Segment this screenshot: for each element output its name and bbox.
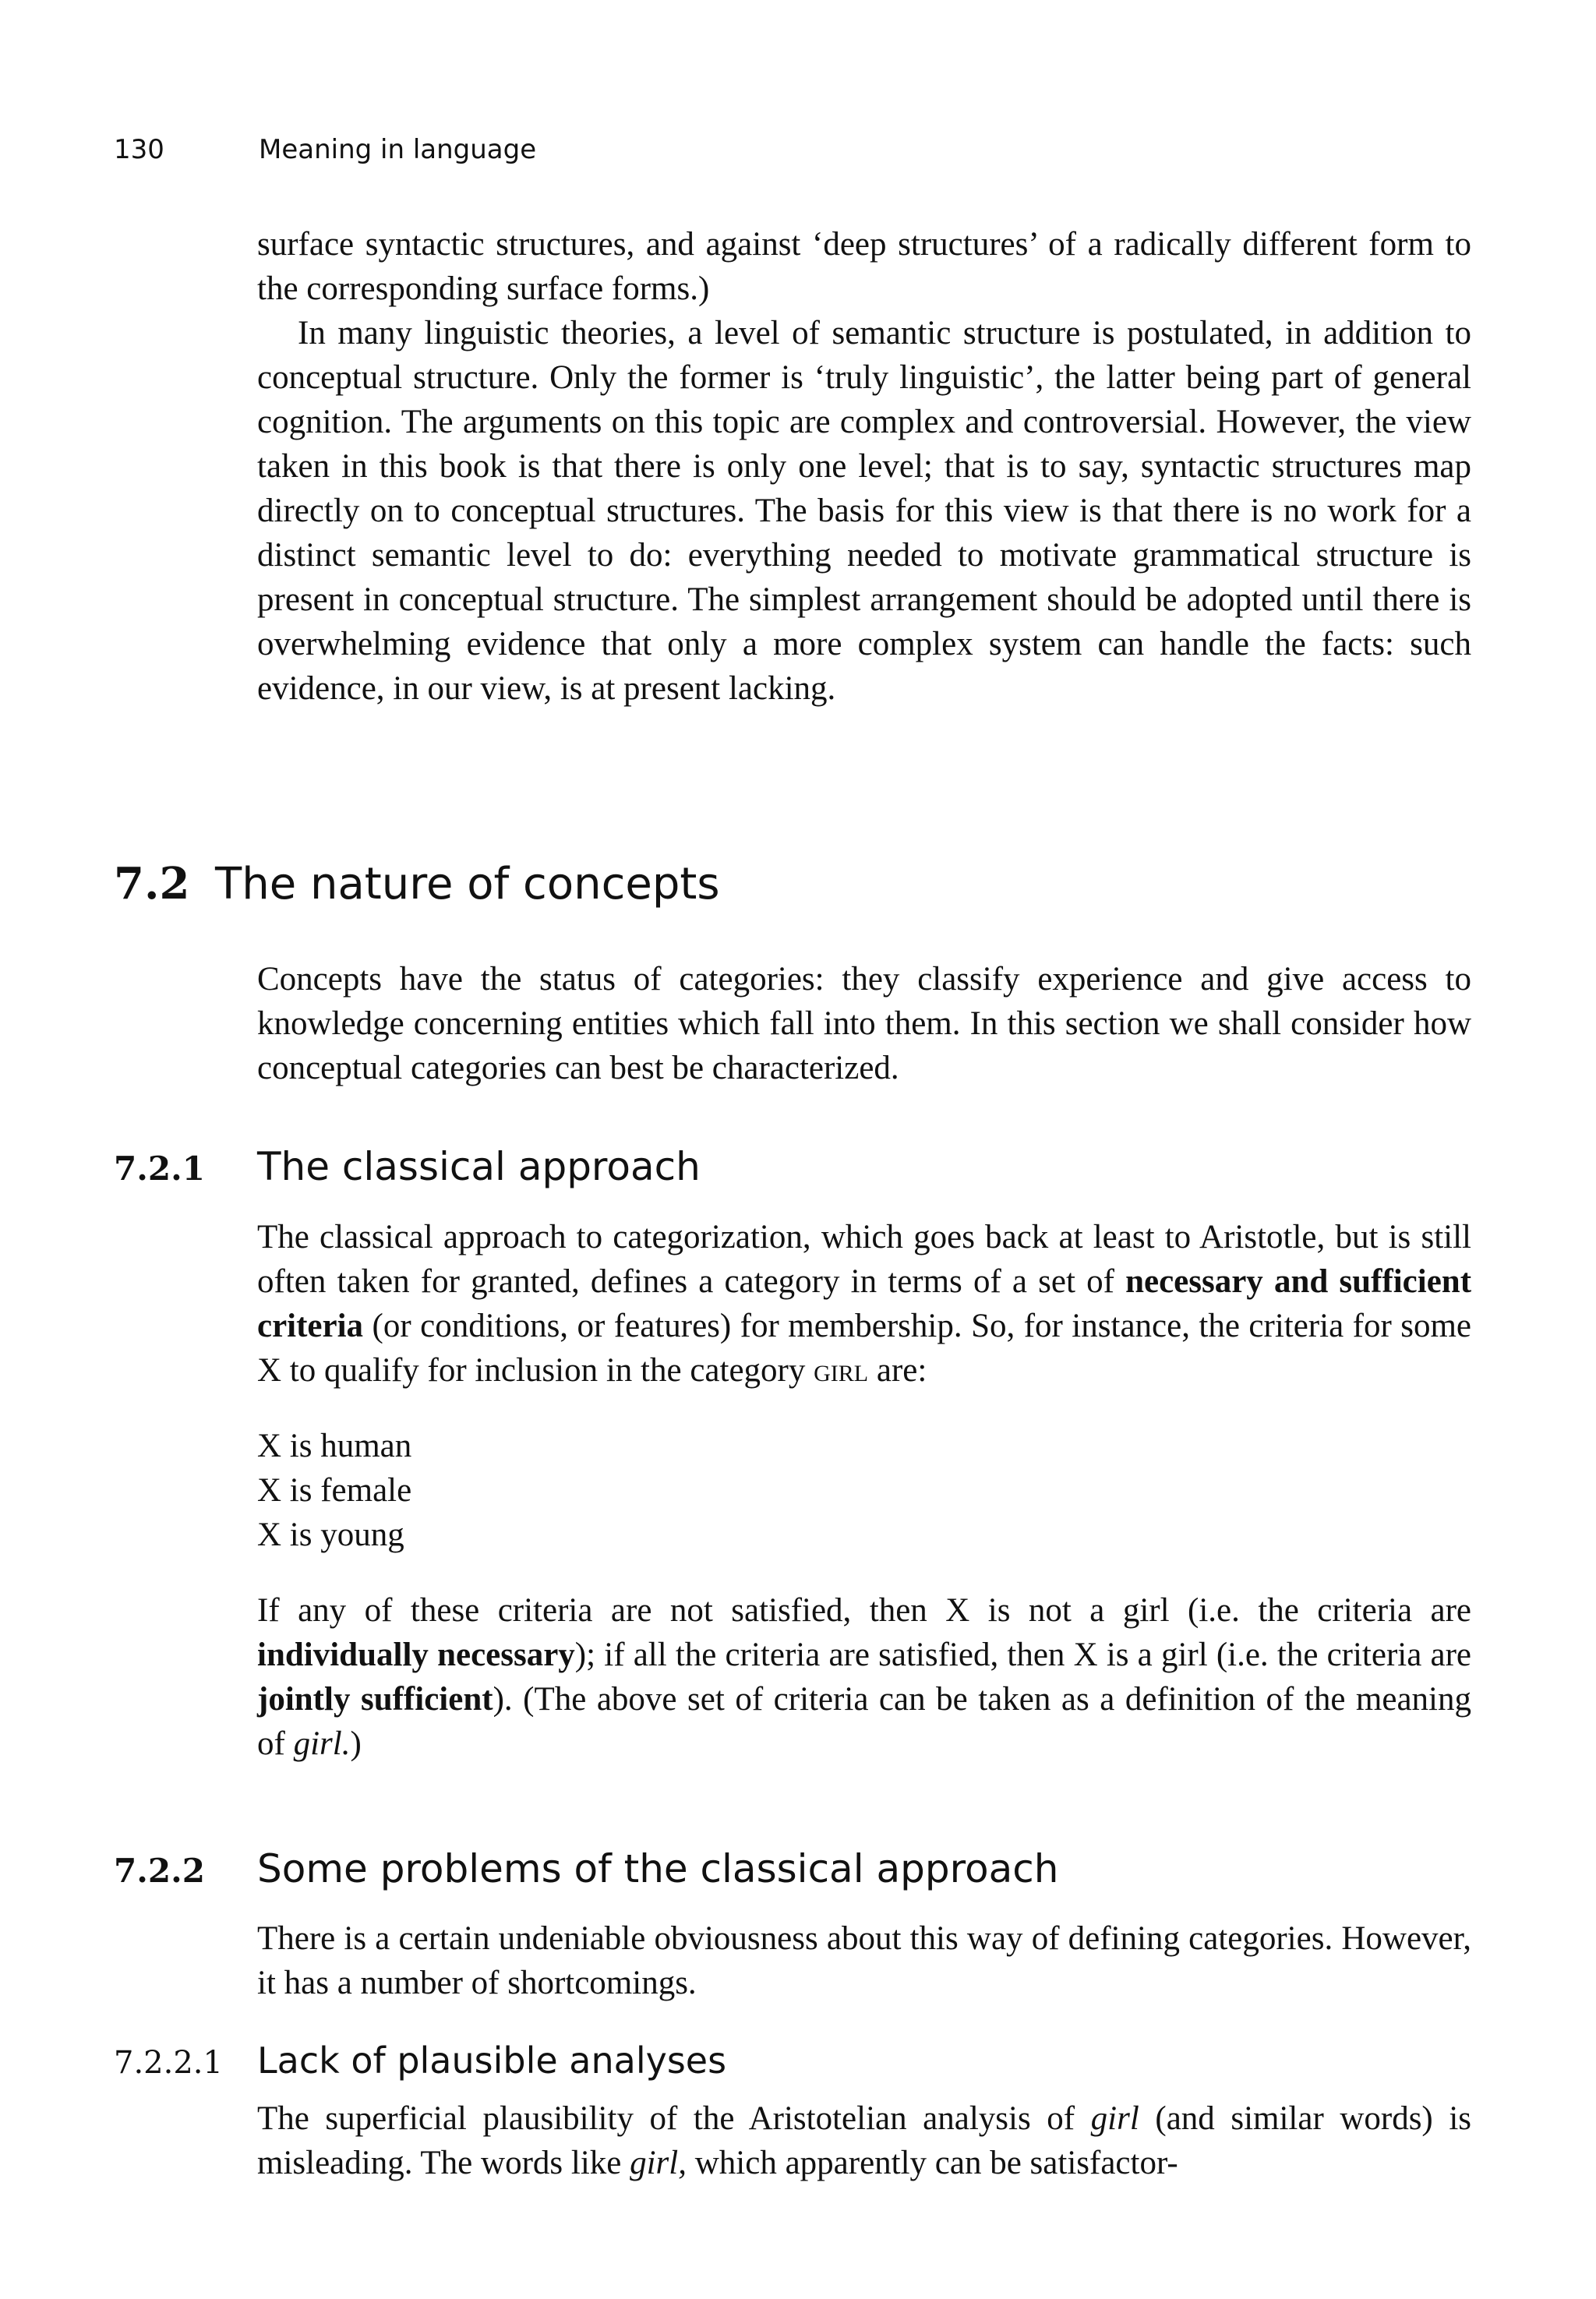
section-7-2-2-text [257, 1916, 1471, 2005]
italic-term: girl [1090, 2100, 1139, 2137]
italic-term: girl, [630, 2145, 687, 2181]
section-heading-7-2-2-1 [114, 2039, 726, 2084]
text-run: The classical approach to categorization, which goes back at least to Aristotle, but is still often taken for granted, defines a category in terms of a set of [257, 1219, 1471, 1300]
paragraph-continuation: surface syntactic structures, and against ‘deep structures’ of a radically different form to the corresponding surface forms.) [257, 226, 1471, 307]
section-heading-7-2-1 [114, 1144, 701, 1192]
section-7-2-2-1-text [257, 2096, 1471, 2185]
small-caps-term: girl [814, 1352, 869, 1389]
text-run: are: [868, 1352, 927, 1389]
italic-term: girl. [293, 1725, 351, 1762]
section-number: 7.2.2.1 [114, 2045, 223, 2081]
criterion-item: X is human [257, 1428, 412, 1464]
running-head-title: Meaning in language [259, 134, 537, 165]
section-7-2-text [257, 957, 1471, 1090]
section-number: 7.2.2 [114, 1852, 205, 1890]
paragraph-semantic-level: In many linguistic theories, a level of semantic structure is postulated, in addition to conceptual structure. Only the former is ‘truly linguistic’, the latter being part of general cognition. The arguments on this topic are complex and controversial. However, the view taken in this book is that there is only one level; that is to say, syntactic structures map directly on to conceptual structures. The basis for this view is that there is no work for a distinct semantic level to do: everything needed to motivate grammatical structure is present in conceptual structure. The simplest arrangement should be adopted until there is overwhelming evidence that only a more complex system can handle the facts: such evidence, in our view, is at present lacking. [257, 315, 1471, 707]
section-heading-7-2 [114, 859, 720, 909]
criterion-item: X is female [257, 1472, 412, 1509]
text-run: If any of these criteria are not satisfied, then X is not a girl (i.e. the criteria are [257, 1592, 1471, 1629]
running-head [114, 134, 536, 165]
section-title: The classical approach [257, 1144, 701, 1189]
bold-term: jointly sufficient [257, 1681, 493, 1718]
section-heading-7-2-2 [114, 1846, 1058, 1894]
paragraph-lack-of-analyses [257, 2096, 1471, 2185]
opening-text-block [257, 222, 1471, 711]
section-number: 7.2 [114, 858, 190, 909]
bold-term: necessary and sufficient criteria [257, 1263, 1472, 1344]
section-title: The nature of concepts [215, 859, 720, 909]
paragraph-classical-approach [257, 1215, 1471, 1393]
paragraph-criteria-explanation [257, 1588, 1471, 1766]
bold-term: individually necessary [257, 1637, 575, 1673]
section-number: 7.2.1 [114, 1150, 205, 1188]
text-run: which apparently can be satisfactor- [687, 2145, 1178, 2181]
spacer [257, 1393, 1471, 1424]
text-run: ); if all the criteria are satisfied, then X is a girl (i.e. the criteria are [574, 1637, 1471, 1673]
paragraph-problems: There is a certain undeniable obviousness about this way of defining categories. However, it has a number of shortcomings. [257, 1920, 1471, 2001]
section-7-2-1-text [257, 1215, 1471, 1766]
paragraph-concepts: Concepts have the status of categories: they classify experience and give access to knowledge concerning entities which fall into them. In this section we shall consider how conceptual categories can best be characterized. [257, 961, 1471, 1086]
text-run: ) [350, 1725, 362, 1762]
section-title: Lack of plausible analyses [257, 2039, 727, 2082]
criterion-item: X is young [257, 1517, 404, 1553]
text-run: (or conditions, or features) for membership. So, for instance, the criteria for some X to qualify for inclusion in the category [257, 1308, 1471, 1389]
text-run: (and similar words) is misleading. The words like [257, 2100, 1471, 2181]
text-run: The superficial plausibility of the Aristotelian analysis of [257, 2100, 1091, 2137]
text-run: ). (The above set of criteria can be taken as a definition of the meaning of [257, 1681, 1471, 1762]
page-number: 130 [114, 134, 164, 165]
spacer [257, 1557, 1471, 1588]
section-title: Some problems of the classical approach [257, 1846, 1059, 1891]
